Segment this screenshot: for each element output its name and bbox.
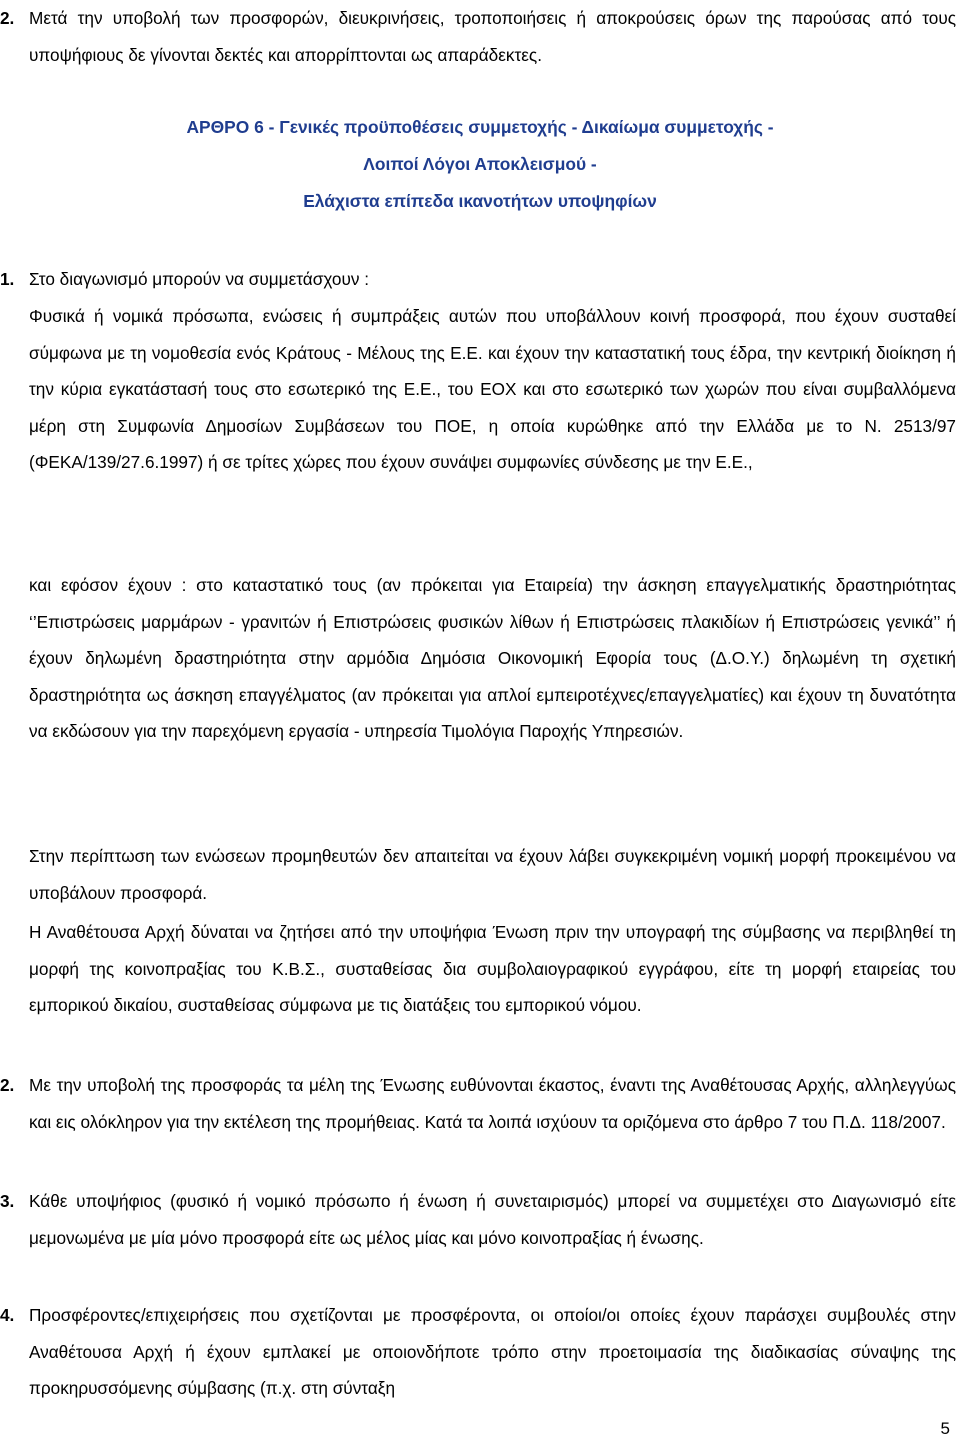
item-number: 2.: [0, 8, 15, 28]
item-number: 3.: [0, 1191, 15, 1211]
page-number: 5: [940, 1419, 950, 1438]
paragraph-participants-intro: Στο διαγωνισμό μπορούν να συμμετάσχουν :: [29, 269, 369, 289]
article-heading-line-2: Λοιποί Λόγοι Αποκλεισμού -: [363, 154, 597, 174]
article-heading-line-1: ΑΡΘΡΟ 6 - Γενικές προϋποθέσεις συμμετοχής - Δικαίωμα συμμετοχής -: [186, 117, 774, 137]
paragraph-unions-legal-form: Στην περίπτωση των ενώσεων προμηθευτών δεν απαιτείται να έχουν λάβει συγκεκριμένη νομική μορφή προκειμένου να υποβάλουν προσφορά.: [29, 846, 956, 903]
item-number: 4.: [0, 1305, 15, 1325]
article-heading: [0, 109, 960, 220]
paragraph-advisors: Προσφέροντες/επιχειρήσεις που σχετίζονται με προσφέροντα, οι οποίοι/οι οποίες έχουν παράσχει συμβουλές στην Αναθέτουσα Αρχή ή έχουν εμπλακεί με οποιονδήποτε τρόπο στην προετοιμασία της διαδικασίας σύναψης της προκηρυσσόμενης σύμβασης (π.χ. στη σύνταξη: [29, 1305, 956, 1399]
paragraph-contracting-authority: Η Αναθέτουσα Αρχή δύναται να ζητήσει από την υποψήφια Ένωση πριν την υπογραφή της σύμβασης να περιβληθεί τη μορφή της κοινοπραξίας του Κ.Β.Σ., συσταθείσας δια συμβολαιογραφικού εγγράφου, είτε τη μορφή εταιρείας του εμπορικού δικαίου, συσταθείσας σύμφωνα με τις διατάξεις του εμπορικού νόμου.: [29, 922, 956, 1016]
paragraph-submission: Μετά την υποβολή των προσφορών, διευκρινήσεις, τροποποιήσεις ή αποκρούσεις όρων της παρούσας από τους υποψήφιους δε γίνονται δεκτές και απορρίπτονται ως απαράδεκτες.: [29, 8, 956, 65]
paragraph-joint-liability: Με την υποβολή της προσφοράς τα μέλη της Ένωσης ευθύνονται έκαστος, έναντι της Αναθέτουσας Αρχής, αλληλεγγύως και εις ολόκληρον για την εκτέλεση της προμήθειας. Κατά τα λοιπά ισχύουν τα οριζόμενα στο άρθρο 7 του Π.Δ. 118/2007.: [29, 1075, 956, 1132]
paragraph-participants-eligibility: Φυσικά ή νομικά πρόσωπα, ενώσεις ή συμπράξεις αυτών που υποβάλλουν κοινή προσφορά, που έχουν συσταθεί σύμφωνα με τη νομοθεσία ενός Κράτους - Μέλους της Ε.Ε. και έχουν την καταστατική τους έδρα, την κεντρική διοίκηση ή την κύρια εγκατάστασή τους στο εσωτερικό της Ε.Ε., του ΕΟΧ και στο εσωτερικό των χωρών που είναι συμβαλλόμενα μέρη στη Συμφωνία Δημοσίων Συμβάσεων του ΠΟΕ, η οποία κυρώθηκε από την Ελλάδα με το Ν. 2513/97 (ΦΕΚΑ/139/27.6.1997) ή σε τρίτες χώρες που έχουν συνάψει συμφωνίες σύνδεσης με την Ε.Ε.,: [29, 306, 956, 473]
article-heading-line-3: Ελάχιστα επίπεδα ικανοτήτων υποψηφίων: [303, 191, 657, 211]
item-number: 1.: [0, 269, 15, 289]
paragraph-professional-activity: και εφόσον έχουν : στο καταστατικό τους (αν πρόκειται για Εταιρεία) την άσκηση επαγγελματικής δραστηριότητας ‘’Επιστρώσεις μαρμάρων - γρανιτών ή Επιστρώσεις φυσικών λίθων ή Επιστρώσεις πλακιδίων ή Επιστρώσεις γενικά’’ ή έχουν δηλωμένη δραστηριότητα στην αρμόδια Δημόσια Οικονομική Εφορία τους (Δ.Ο.Υ.) δηλωμένη τη σχετική δραστηριότητα ως άσκηση επαγγέλματος (αν πρόκειται για απλοί εμπειροτέχνες/επαγγελματίες) και έχουν τη δυνατότητα να εκδώσουν για την παρεχόμενη εργασία - υπηρεσία Τιμολόγια Παροχής Υπηρεσιών.: [29, 575, 956, 742]
paragraph-single-offer: Κάθε υποψήφιος (φυσικό ή νομικό πρόσωπο ή ένωση ή συνεταιρισμός) μπορεί να συμμετέχει στο Διαγωνισμό είτε μεμονωμένα με μία μόνο προσφορά είτε ως μέλος μίας και μόνο κοινοπραξίας ή ένωσης.: [29, 1191, 956, 1248]
item-number: 2.: [0, 1075, 15, 1095]
